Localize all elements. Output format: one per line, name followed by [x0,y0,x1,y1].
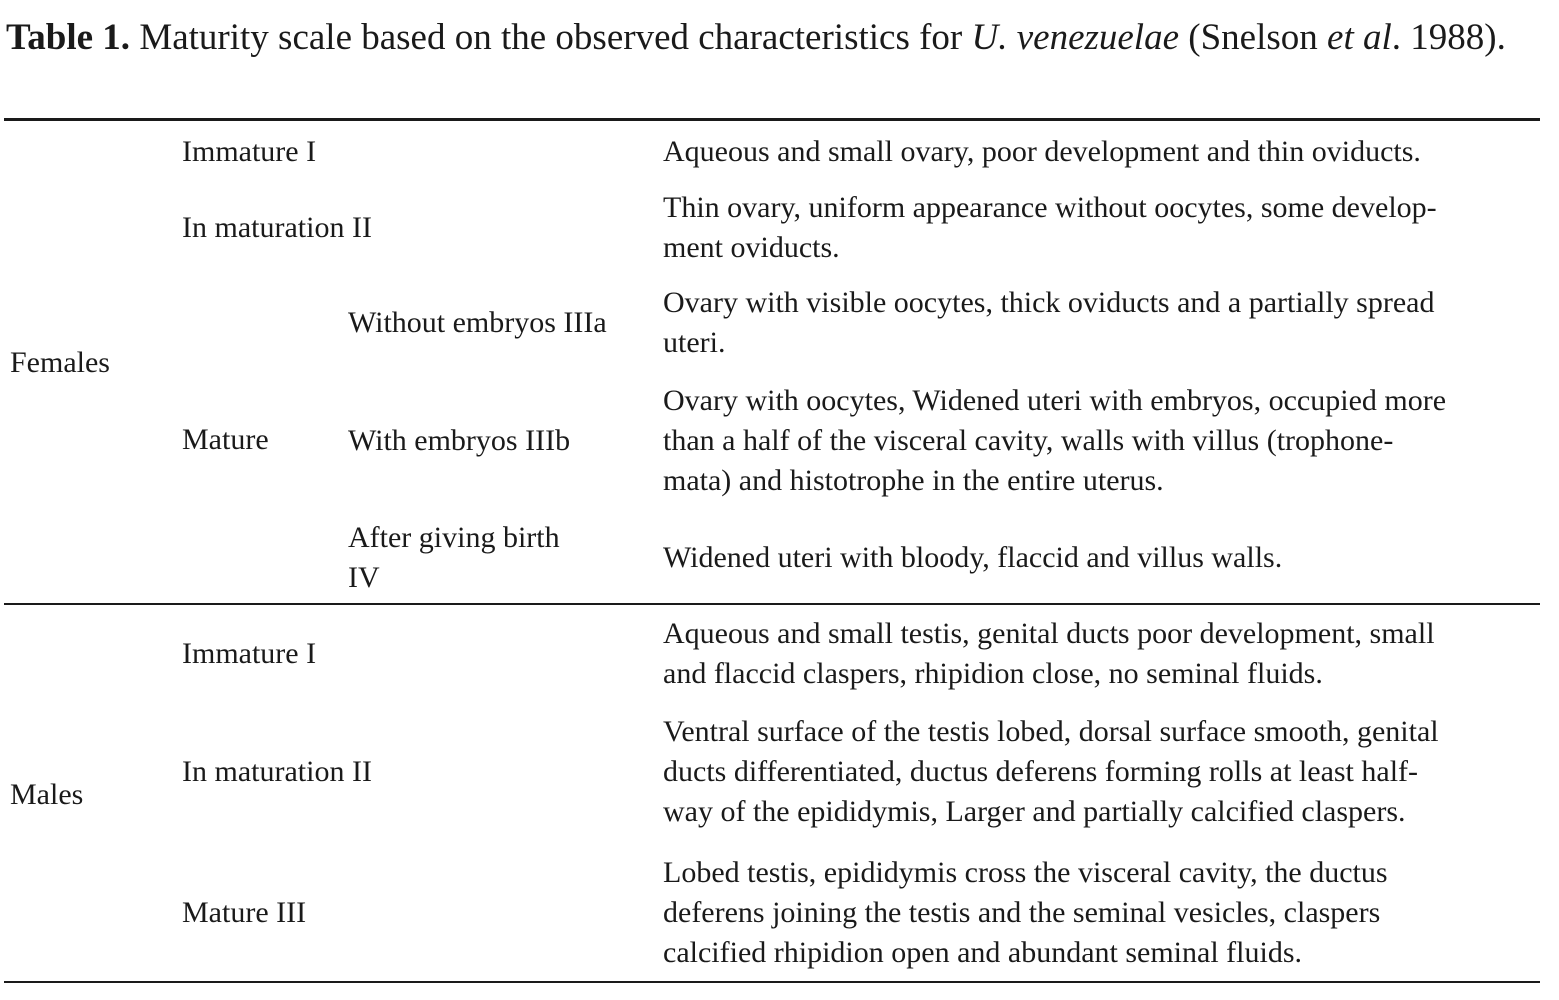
females-desc-maturation: Thin ovary, uniform appearance without oocytes, some develop- ment oviducts. [663,191,1437,264]
females-label: Females [10,346,110,379]
females-stage-mature: Mature [182,423,269,456]
females-desc-immature: Aqueous and small ovary, poor development and thin oviducts. [663,135,1421,168]
table-bottom-rule [4,981,1540,983]
males-stage-maturation: In maturation II [182,755,372,788]
table-top-rule [4,118,1540,121]
section-divider-rule [4,603,1540,605]
species-name: U. venezuelae [971,17,1180,58]
females-desc-with-embryos: Ovary with oocytes, Widened uteri with embryos, occupied more than a half of the visceral cavity, walls with villus (trophone- mata) and histotrophe in the entire uterus. [663,384,1447,497]
females-stage-immature: Immature I [182,135,317,168]
males-stage-mature: Mature III [182,896,307,929]
citation-et-al: et al [1327,17,1392,58]
caption-citation-author: (Snelson [1179,17,1328,58]
females-substage-without-embryos: Without embryos IIIa [348,306,607,339]
caption-citation-year: . 1988). [1391,17,1506,58]
males-desc-mature: Lobed testis, epididymis cross the visceral cavity, the ductus deferens joining the testis and the seminal vesicles, claspers calcified rhipidion open and abundant seminal fluids. [663,856,1388,969]
females-stage-maturation: In maturation II [182,211,372,244]
females-substage-with-embryos: With embryos IIIb [348,424,571,457]
females-desc-after-birth: Widened uteri with bloody, flaccid and villus walls. [663,541,1283,574]
caption-text: Maturity scale based on the observed characteristics for [130,17,972,58]
females-desc-without-embryos: Ovary with visible oocytes, thick oviducts and a partially spread uteri. [663,286,1435,359]
males-stage-immature: Immature I [182,637,317,670]
males-label: Males [10,778,84,811]
table-caption [6,14,1546,62]
males-desc-maturation: Ventral surface of the testis lobed, dorsal surface smooth, genital ducts differentiated, ductus deferens forming rolls at least half- way of the epididymis, Larger and partially calcified claspers. [663,715,1439,828]
females-substage-after-birth: After giving birth IV [348,521,560,594]
males-desc-immature: Aqueous and small testis, genital ducts poor development, small and flaccid claspers, rhipidion close, no seminal fluids. [663,617,1435,690]
table-label: Table 1. [6,17,131,58]
